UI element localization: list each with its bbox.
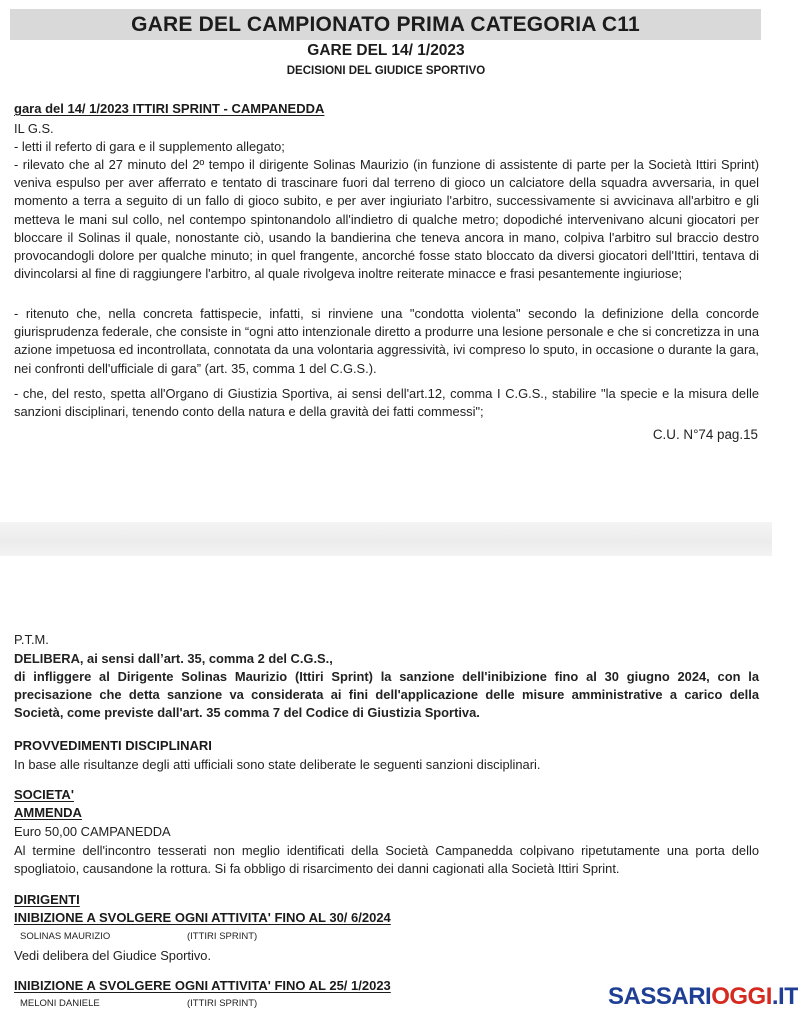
ammenda-amount: Euro 50,00 CAMPANEDDA [14,824,171,839]
paragraph-letti: - letti il referto di gara e il supplemento allegato; [14,139,285,154]
provvedimenti-text: In base alle risultanze degli atti ufficiali sono state deliberate le seguenti sanzioni disciplinari. [14,757,541,772]
inibizione-heading-1: INIBIZIONE A SVOLGERE OGNI ATTIVITA' FINO AL 30/ 6/2024 [14,910,391,925]
cu-reference: C.U. N°74 pag.15 [652,427,758,442]
provvedimenti-heading: PROVVEDIMENTI DISCIPLINARI [14,738,212,753]
ammenda-text: Al termine dell'incontro tesserati non meglio identificati della Società Campanedda colpivano ripetutamente una porta dello spogliatoio, causandone la rottura. Si fa obbligo di risarcimento dei danni cagionati alla Società Ittiri Sprint. [14,843,759,877]
dirigenti-heading: DIRIGENTI [14,892,80,907]
gs-label: IL G.S. [14,121,54,136]
date-subtitle: GARE DEL 14/ 1/2023 [307,42,465,59]
dirigente-name-1: SOLINAS MAURIZIO [20,931,111,942]
societa-heading: SOCIETA' [14,787,74,802]
page-separator [0,522,772,556]
dirigente-team-1: (ITTIRI SPRINT) [187,931,258,942]
paragraph-organo: - che, del resto, spetta all'Organo di Giustizia Sportiva, ai sensi dell'art.12, comma I C.G.S., stabilire "la specie e la misura delle sanzioni disciplinari, tenendo conto della natura e della gravità dei fatti commessi"; [14,386,759,420]
logo-part-it: .IT [771,983,798,1010]
dirigente-note-1: Vedi delibera del Giudice Sportivo. [14,948,212,963]
dirigente-name-2: MELONI DANIELE [20,998,100,1009]
section-subtitle: DECISIONI DEL GIUDICE SPORTIVO [286,65,486,77]
dirigente-team-2: (ITTIRI SPRINT) [187,998,258,1009]
inibizione-heading-2: INIBIZIONE A SVOLGERE OGNI ATTIVITA' FINO AL 25/ 1/2023 [14,978,391,993]
sassarioggi-logo [608,983,798,1011]
decision-text: di infliggere al Dirigente Solinas Maurizio (Ittiri Sprint) la sanzione dell'inibizione fino al 30 giugno 2024, con la precisazione che detta sanzione va considerata ai fini dell'applicazione delle misure amministrative a carico della Società, come previste dall'art. 35 comma 7 del Codice di Giustizia Sportiva. [14,669,759,721]
logo-part-oggi: OGGI [711,983,772,1010]
logo-part-sassari: SASSARI [608,983,712,1010]
match-heading: gara del 14/ 1/2023 ITTIRI SPRINT - CAMPANEDDA [14,101,325,116]
delibera-line: DELIBERA, ai sensi dall’art. 35, comma 2 del C.G.S., [14,651,333,666]
page-title: GARE DEL CAMPIONATO PRIMA CATEGORIA C11 [10,9,761,40]
paragraph-ritenuto: - ritenuto che, nella concreta fattispecie, infatti, si rinviene una "condotta violenta" secondo la definizione della concorde giurisprudenza federale, che consiste in “ogni atto intenzionale diretto a produrre una lesione personale e che si concretizza in una azione impetuosa ed incontrollata, connotata da una volontaria aggressività, ivi compreso lo sputo, in occasione o durante la gara, nei confronti dell'ufficiale di gara” (art. 35, comma 1 del C.G.S.). [14,306,759,376]
ammenda-heading: AMMENDA [14,805,82,820]
ptm-label: P.T.M. [14,632,49,647]
paragraph-rilevato: - rilevato che al 27 minuto del 2º tempo il dirigente Solinas Maurizio (in funzione di assistente di parte per la Società Ittiri Sprint) veniva espulso per aver afferrato e tentato di trascinare fuori dal terreno di gioco un calciatore della squadra avversaria, in quel momento a terra a seguito di un fallo di gioco subito, e per aver ingiuriato l'arbitro, successivamente si avvicinava all'arbitro e gli metteva le mani sul collo, nel contempo spintonandolo all'indietro di qualche metro; dopodiché intervenivano alcuni giocatori per bloccare il Solinas il quale, nonostante ciò, usando la bandierina che teneva ancora in mano, colpiva l'arbitro sul braccio destro provocandogli dolore per qualche minuto; in quel frangente, ancorché fosse stato bloccato da diversi giocatori dell'Ittiri, tentava di divincolarsi al fine di raggiungere l'arbitro, al quale rivolgeva inoltre reiterate minacce e frasi pesantemente ingiuriose; [14,157,759,282]
